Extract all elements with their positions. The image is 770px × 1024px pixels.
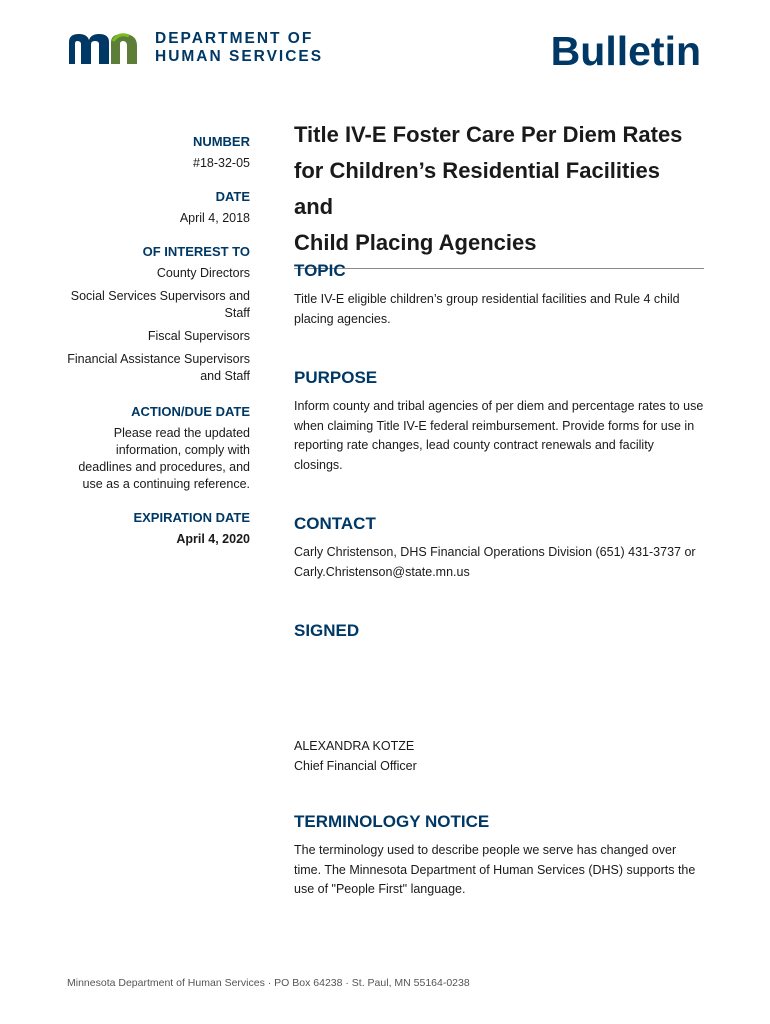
mn-logo-icon — [67, 30, 145, 66]
number-label: NUMBER — [192, 134, 250, 149]
interest-item: County Directors — [156, 266, 250, 280]
interest-item: Financial Assistance Supervisors and Staff — [67, 352, 250, 383]
title-line: Title IV-E Foster Care Per Diem Rates — [294, 122, 683, 147]
dhs-logo — [67, 29, 323, 67]
topic-heading: TOPIC — [294, 261, 346, 280]
topic-text: Title IV-E eligible children’s group residential facilities and Rule 4 child placing agencies. — [294, 292, 680, 326]
contact-heading: CONTACT — [294, 514, 376, 533]
interest-label: OF INTEREST TO — [142, 244, 250, 259]
bulletin-metadata — [60, 133, 250, 552]
expiration-date-label: EXPIRATION DATE — [133, 510, 250, 525]
action-due-date-label: ACTION/DUE DATE — [131, 404, 250, 419]
topic-section — [294, 260, 706, 329]
title-line: Child Placing Agencies — [294, 230, 537, 255]
terminology-section — [294, 811, 706, 900]
purpose-heading: PURPOSE — [294, 368, 378, 387]
expiration-date-value: April 4, 2020 — [176, 532, 250, 546]
interest-item: Social Services Supervisors and Staff — [70, 289, 250, 320]
date-value: April 4, 2018 — [179, 211, 250, 225]
terminology-heading: TERMINOLOGY NOTICE — [294, 812, 490, 831]
contact-section — [294, 513, 706, 582]
title-line: for Children’s Residential Facilities and — [294, 158, 660, 219]
signed-section — [294, 620, 706, 650]
footer-address: Minnesota Department of Human Services · PO Box 64238 · St. Paul, MN 55164-0238 — [67, 977, 470, 989]
signatory-title: Chief Financial Officer — [294, 758, 417, 773]
interest-item: Fiscal Supervisors — [147, 329, 250, 343]
signatory-name: ALEXANDRA KOTZE — [294, 739, 415, 753]
org-name-line2: HUMAN SERVICES — [155, 48, 324, 65]
terminology-text: The terminology used to describe people we serve has changed over time. The Minnesota Department of Human Services (DHS) supports the use of "People First" language. — [294, 843, 696, 896]
purpose-section — [294, 367, 706, 475]
org-name — [155, 30, 323, 66]
contact-text: Carly Christenson, DHS Financial Operations Division (651) 431-3737 or Carly.Christenson@state.mn.us — [294, 545, 696, 579]
signatory — [294, 737, 706, 776]
date-label: DATE — [215, 189, 250, 204]
bulletin-title — [294, 117, 704, 269]
org-name-line1: DEPARTMENT OF — [155, 30, 314, 47]
purpose-text: Inform county and tribal agencies of per diem and percentage rates to use when claiming Title IV-E federal reimbursement. Provide forms for use in reporting rate changes, lead county contract renewals and facility closings. — [294, 399, 704, 472]
action-due-date-value: Please read the updated information, comply with deadlines and procedures, and use as a continuing reference. — [78, 426, 250, 491]
signed-heading: SIGNED — [294, 621, 360, 640]
number-value: #18-32-05 — [193, 156, 250, 170]
document-type-heading: Bulletin — [550, 28, 701, 74]
